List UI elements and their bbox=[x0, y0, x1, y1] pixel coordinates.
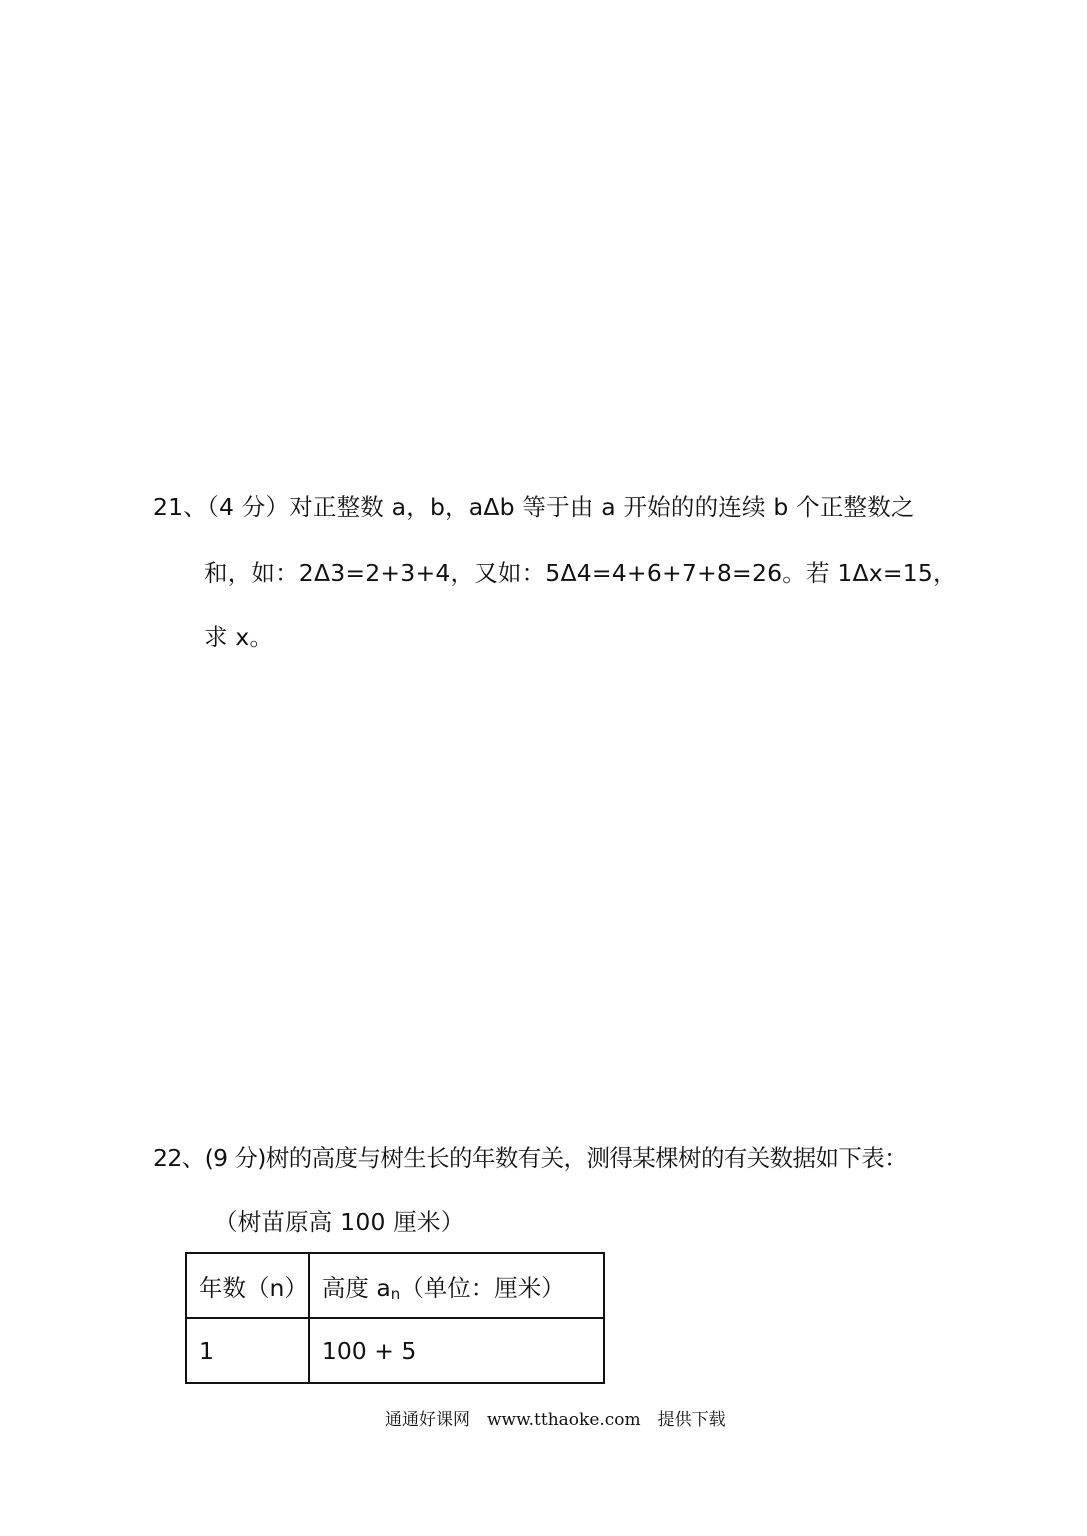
cell-height: 100 + 5 bbox=[309, 1318, 604, 1383]
question-21-line-1: 21、（4 分）对正整数 a，b，aΔb 等于由 a 开始的的连续 b 个正整数之 bbox=[153, 493, 915, 521]
header-year: 年数（n） bbox=[186, 1253, 309, 1318]
header-height-prefix: 高度 a bbox=[321, 1273, 391, 1302]
question-22-note: （树苗原高 100 厘米） bbox=[214, 1208, 465, 1236]
question-21-line-3: 求 x。 bbox=[204, 623, 274, 651]
cell-year: 1 bbox=[186, 1318, 309, 1383]
header-height-subscript: n bbox=[390, 1284, 401, 1303]
footer-source: 通通好课网 www.tthaoke.com 提供下载 bbox=[385, 1410, 726, 1430]
question-21-line-2: 和，如：2Δ3=2+3+4，又如：5Δ4=4+6+7+8=26。若 1Δx=15， bbox=[204, 559, 957, 587]
header-height-suffix: （单位：厘米） bbox=[400, 1273, 565, 1302]
table-header-row bbox=[186, 1253, 604, 1318]
tree-growth-table bbox=[185, 1252, 605, 1384]
header-height bbox=[309, 1253, 604, 1318]
table-row bbox=[186, 1318, 604, 1383]
question-22-line-1: 22、(9 分)树的高度与树生长的年数有关，测得某棵树的有关数据如下表： bbox=[153, 1144, 908, 1172]
